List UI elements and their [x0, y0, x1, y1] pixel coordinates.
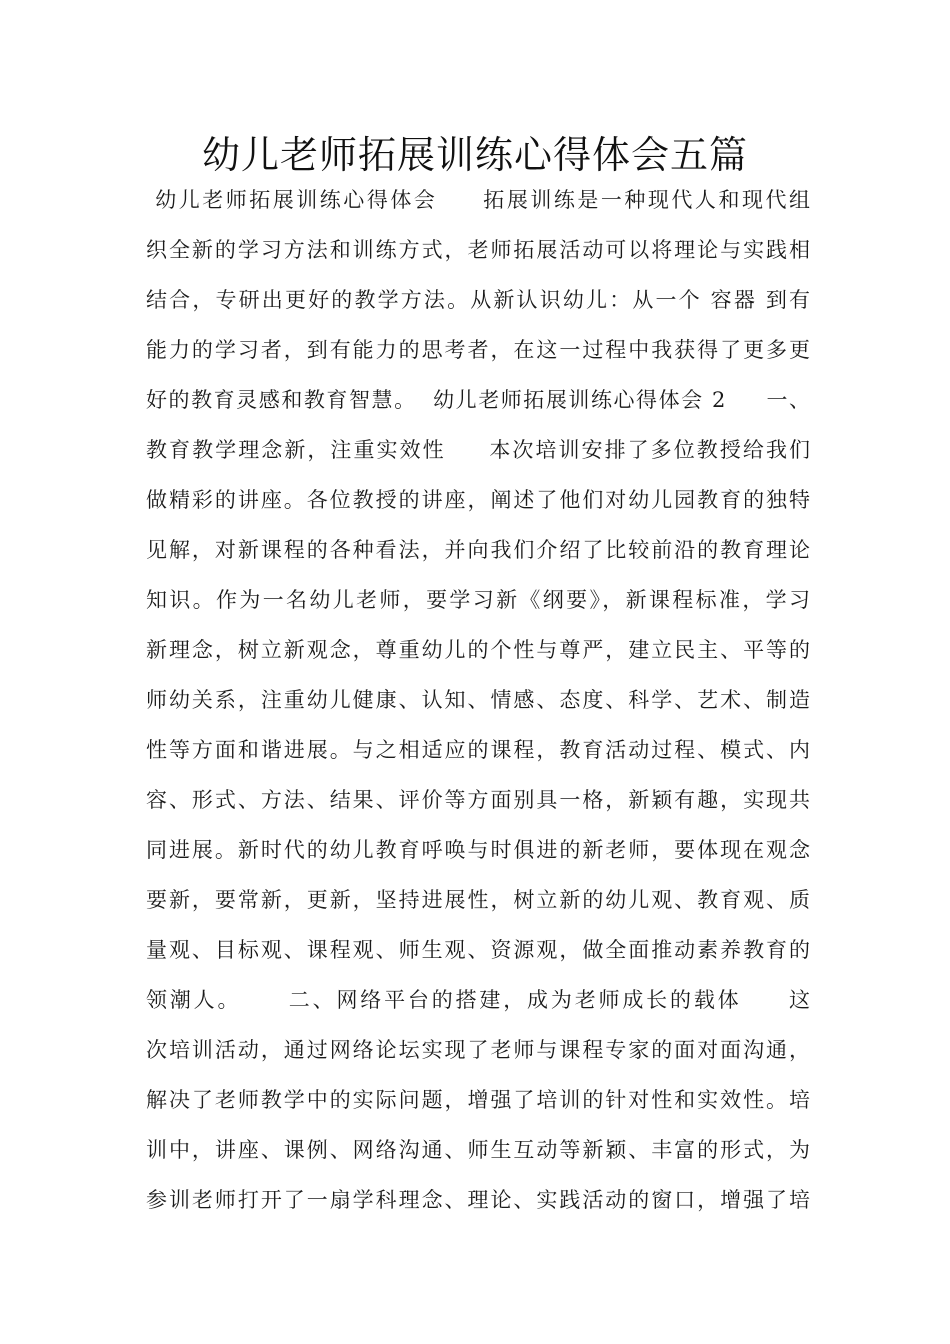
body-line: 幼儿老师拓展训练心得体会 拓展训练是一种现代人和现代组: [146, 188, 810, 212]
body-line: 同进展。新时代的幼儿教育呼唤与时俱进的新老师，要体现在观念: [146, 838, 810, 862]
body-line: 容、形式、方法、结果、评价等方面别具一格，新颖有趣，实现共: [146, 788, 810, 812]
body-line: 织全新的学习方法和训练方式，老师拓展活动可以将理论与实践相: [146, 238, 810, 262]
body-line: 次培训活动，通过网络论坛实现了老师与课程专家的面对面沟通，: [146, 1038, 810, 1062]
document-title: 幼儿老师拓展训练心得体会五篇: [201, 133, 748, 177]
body-line: 量观、目标观、课程观、师生观、资源观，做全面推动素养教育的: [146, 938, 810, 962]
body-line: 训中，讲座、课例、网络沟通、师生互动等新颖、丰富的形式，为: [146, 1138, 810, 1162]
body-line: 性等方面和谐进展。与之相适应的课程，教育活动过程、模式、内: [146, 738, 810, 762]
body-line: 知识。作为一名幼儿老师，要学习新《纲要》，新课程标准，学习: [146, 588, 810, 612]
body-line: 参训老师打开了一扇学科理念、理论、实践活动的窗口，增强了培: [146, 1188, 810, 1212]
body-line: 领潮人。 二、网络平台的搭建，成为老师成长的载体 这: [146, 988, 810, 1012]
body-line: 教育教学理念新，注重实效性 本次培训安排了多位教授给我们: [146, 438, 810, 462]
body-line: 见解，对新课程的各种看法，并向我们介绍了比较前沿的教育理论: [146, 538, 810, 562]
body-line: 师幼关系，注重幼儿健康、认知、情感、态度、科学、艺术、制造: [146, 688, 810, 712]
body-line: 能力的学习者，到有能力的思考者，在这一过程中我获得了更多更: [146, 338, 810, 362]
body-line: 新理念，树立新观念，尊重幼儿的个性与尊严，建立民主、平等的: [146, 638, 810, 662]
body-line: 结合，专研出更好的教学方法。从新认识幼儿：从一个 容器 到有: [146, 288, 810, 312]
body-line: 好的教育灵感和教育智慧。 幼儿老师拓展训练心得体会 2 一、: [146, 388, 810, 412]
body-line: 解决了老师教学中的实际问题，增强了培训的针对性和实效性。培: [146, 1088, 810, 1112]
body-line: 要新，要常新，更新，坚持进展性，树立新的幼儿观、教育观、质: [146, 888, 810, 912]
body-line: 做精彩的讲座。各位教授的讲座，阐述了他们对幼儿园教育的独特: [146, 488, 810, 512]
